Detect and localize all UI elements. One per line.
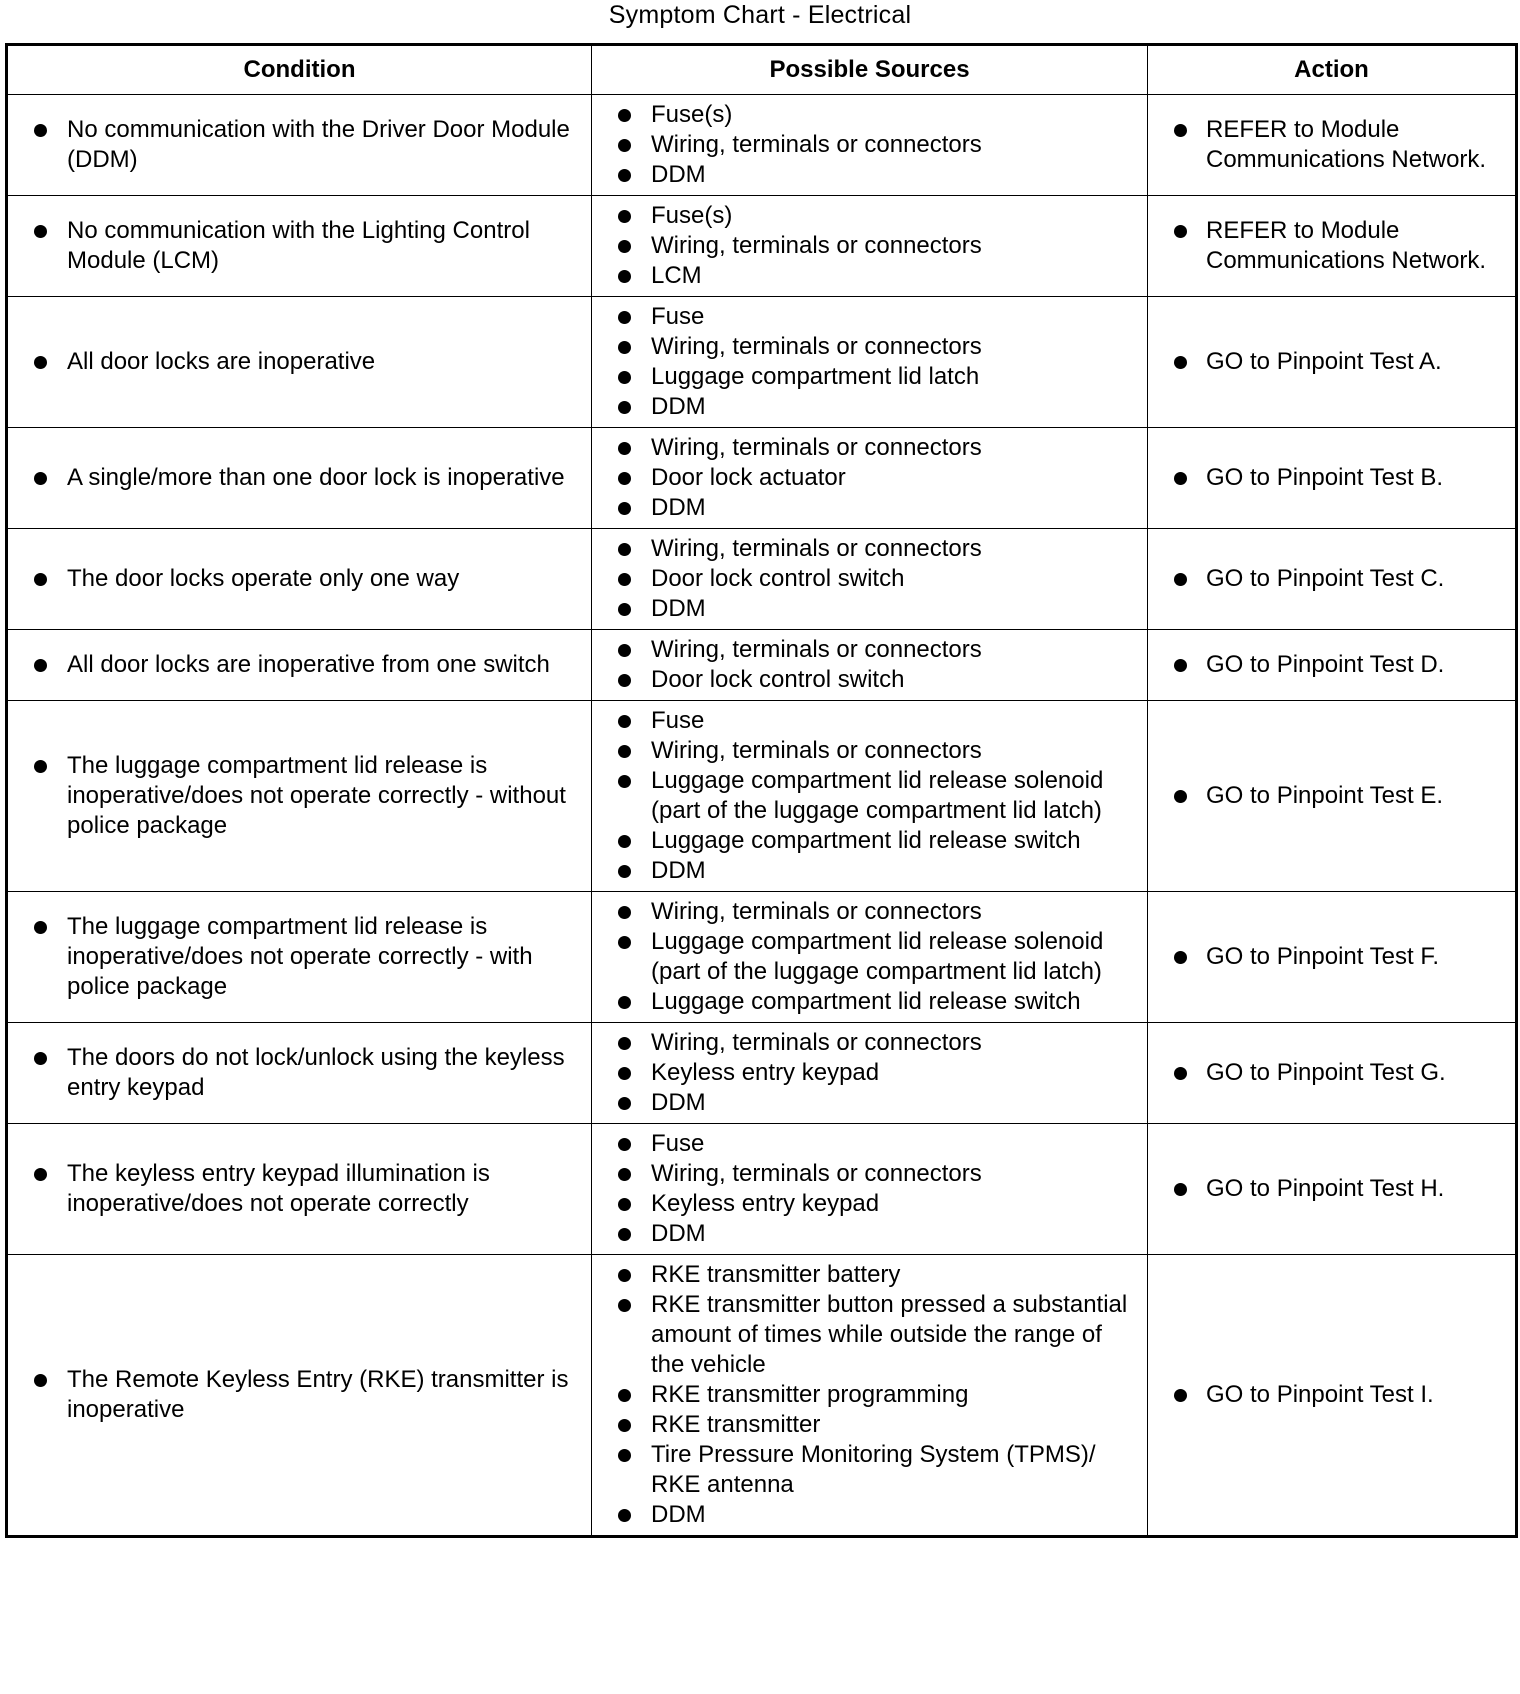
action-list [1148, 216, 1515, 276]
possible-source-item: Wiring, terminals or connectors [592, 736, 1147, 766]
possible-source-item: DDM [592, 392, 1147, 422]
condition-list [8, 1159, 591, 1219]
action-list [1148, 942, 1515, 972]
possible-source-item: Luggage compartment lid latch [592, 362, 1147, 392]
action-cell [1148, 1124, 1517, 1255]
possible-sources-cell [592, 196, 1148, 297]
condition-cell [7, 1255, 592, 1537]
table-body [7, 95, 1517, 1537]
condition-text: All door locks are inoperative [8, 347, 591, 377]
action-text: GO to Pinpoint Test A. [1148, 347, 1515, 377]
action-text: GO to Pinpoint Test C. [1148, 564, 1515, 594]
header-row [7, 45, 1517, 95]
action-list [1148, 781, 1515, 811]
possible-source-item: RKE transmitter button pressed a substantial amount of times while outside the range of the vehicle [592, 1290, 1147, 1380]
possible-source-item: DDM [592, 160, 1147, 190]
possible-source-item: Fuse [592, 302, 1147, 332]
possible-sources-cell [592, 892, 1148, 1023]
condition-text: A single/more than one door lock is inoperative [8, 463, 591, 493]
condition-list [8, 115, 591, 175]
possible-sources-list [592, 100, 1147, 190]
possible-sources-cell [592, 630, 1148, 701]
condition-text: No communication with the Lighting Control Module (LCM) [8, 216, 591, 276]
action-text: REFER to Module Communications Network. [1148, 115, 1515, 175]
action-text: GO to Pinpoint Test E. [1148, 781, 1515, 811]
condition-cell [7, 196, 592, 297]
possible-sources-list [592, 706, 1147, 886]
possible-sources-list [592, 1129, 1147, 1249]
possible-source-item: Keyless entry keypad [592, 1058, 1147, 1088]
action-list [1148, 347, 1515, 377]
condition-cell [7, 630, 592, 701]
possible-sources-list [592, 897, 1147, 1017]
condition-cell [7, 1023, 592, 1124]
action-list [1148, 1174, 1515, 1204]
action-text: GO to Pinpoint Test G. [1148, 1058, 1515, 1088]
action-cell [1148, 701, 1517, 892]
action-list [1148, 463, 1515, 493]
header-possible-sources: Possible Sources [592, 45, 1148, 95]
possible-source-item: Luggage compartment lid release switch [592, 826, 1147, 856]
possible-source-item: DDM [592, 1219, 1147, 1249]
possible-sources-cell [592, 297, 1148, 428]
possible-source-item: Keyless entry keypad [592, 1189, 1147, 1219]
condition-cell [7, 529, 592, 630]
possible-source-item: Fuse [592, 1129, 1147, 1159]
page-title: Symptom Chart - Electrical [608, 1, 912, 29]
possible-source-item: Door lock control switch [592, 564, 1147, 594]
condition-list [8, 1043, 591, 1103]
condition-cell [7, 892, 592, 1023]
condition-list [8, 564, 591, 594]
possible-sources-list [592, 433, 1147, 523]
possible-source-item: Wiring, terminals or connectors [592, 635, 1147, 665]
condition-list [8, 347, 591, 377]
possible-source-item: Luggage compartment lid release switch [592, 987, 1147, 1017]
action-cell [1148, 1023, 1517, 1124]
possible-source-item: Door lock actuator [592, 463, 1147, 493]
possible-source-item: RKE transmitter battery [592, 1260, 1147, 1290]
symptom-table [5, 43, 1518, 1538]
action-text: GO to Pinpoint Test H. [1148, 1174, 1515, 1204]
action-list [1148, 1058, 1515, 1088]
possible-source-item: Door lock control switch [592, 665, 1147, 695]
condition-text: The doors do not lock/unlock using the keyless entry keypad [8, 1043, 591, 1103]
possible-sources-list [592, 201, 1147, 291]
action-text: GO to Pinpoint Test B. [1148, 463, 1515, 493]
possible-source-item: RKE transmitter programming [592, 1380, 1147, 1410]
possible-source-item: DDM [592, 594, 1147, 624]
condition-list [8, 912, 591, 1002]
action-text: GO to Pinpoint Test D. [1148, 650, 1515, 680]
possible-sources-list [592, 1028, 1147, 1118]
condition-list [8, 216, 591, 276]
possible-source-item: RKE transmitter [592, 1410, 1147, 1440]
possible-sources-cell [592, 1023, 1148, 1124]
possible-source-item: Wiring, terminals or connectors [592, 130, 1147, 160]
possible-source-item: DDM [592, 1088, 1147, 1118]
action-cell [1148, 892, 1517, 1023]
action-cell [1148, 1255, 1517, 1537]
table-row [7, 95, 1517, 196]
action-cell [1148, 630, 1517, 701]
condition-text: The luggage compartment lid release is inoperative/does not operate correctly - with police package [8, 912, 591, 1002]
possible-source-item: Wiring, terminals or connectors [592, 231, 1147, 261]
possible-source-item: DDM [592, 1500, 1147, 1530]
condition-list [8, 751, 591, 841]
action-list [1148, 650, 1515, 680]
possible-source-item: Wiring, terminals or connectors [592, 1028, 1147, 1058]
header-action: Action [1148, 45, 1517, 95]
table-row [7, 1255, 1517, 1537]
action-cell [1148, 297, 1517, 428]
condition-text: The luggage compartment lid release is inoperative/does not operate correctly - without police package [8, 751, 591, 841]
possible-sources-list [592, 635, 1147, 695]
possible-source-item: Luggage compartment lid release solenoid (part of the luggage compartment lid latch) [592, 766, 1147, 826]
possible-source-item: Wiring, terminals or connectors [592, 332, 1147, 362]
possible-sources-cell [592, 529, 1148, 630]
possible-source-item: Luggage compartment lid release solenoid (part of the luggage compartment lid latch) [592, 927, 1147, 987]
action-text: REFER to Module Communications Network. [1148, 216, 1515, 276]
condition-text: No communication with the Driver Door Module (DDM) [8, 115, 591, 175]
condition-text: The keyless entry keypad illumination is inoperative/does not operate correctly [8, 1159, 591, 1219]
possible-sources-cell [592, 1124, 1148, 1255]
possible-source-item: Fuse [592, 706, 1147, 736]
action-text: GO to Pinpoint Test I. [1148, 1380, 1515, 1410]
table-row [7, 630, 1517, 701]
condition-cell [7, 701, 592, 892]
possible-source-item: Wiring, terminals or connectors [592, 534, 1147, 564]
condition-list [8, 463, 591, 493]
condition-cell [7, 1124, 592, 1255]
condition-list [8, 1365, 591, 1425]
table-row [7, 196, 1517, 297]
condition-text: The Remote Keyless Entry (RKE) transmitter is inoperative [8, 1365, 591, 1425]
table-row [7, 529, 1517, 630]
condition-list [8, 650, 591, 680]
possible-source-item: Fuse(s) [592, 100, 1147, 130]
possible-sources-cell [592, 428, 1148, 529]
action-cell [1148, 428, 1517, 529]
table-row [7, 1124, 1517, 1255]
possible-sources-list [592, 1260, 1147, 1530]
table-row [7, 701, 1517, 892]
header-condition: Condition [7, 45, 592, 95]
action-list [1148, 115, 1515, 175]
possible-source-item: DDM [592, 856, 1147, 886]
possible-source-item: Tire Pressure Monitoring System (TPMS)/ RKE antenna [592, 1440, 1147, 1500]
possible-source-item: Wiring, terminals or connectors [592, 433, 1147, 463]
possible-sources-list [592, 302, 1147, 422]
table-row [7, 428, 1517, 529]
action-list [1148, 564, 1515, 594]
condition-cell [7, 297, 592, 428]
condition-text: All door locks are inoperative from one switch [8, 650, 591, 680]
possible-source-item: LCM [592, 261, 1147, 291]
possible-sources-cell [592, 95, 1148, 196]
possible-source-item: DDM [592, 493, 1147, 523]
condition-cell [7, 95, 592, 196]
possible-source-item: Wiring, terminals or connectors [592, 1159, 1147, 1189]
table-row [7, 892, 1517, 1023]
action-list [1148, 1380, 1515, 1410]
possible-source-item: Fuse(s) [592, 201, 1147, 231]
condition-text: The door locks operate only one way [8, 564, 591, 594]
action-cell [1148, 196, 1517, 297]
possible-source-item: Wiring, terminals or connectors [592, 897, 1147, 927]
possible-sources-cell [592, 701, 1148, 892]
table-row [7, 297, 1517, 428]
action-cell [1148, 95, 1517, 196]
condition-cell [7, 428, 592, 529]
action-text: GO to Pinpoint Test F. [1148, 942, 1515, 972]
table-row [7, 1023, 1517, 1124]
possible-sources-list [592, 534, 1147, 624]
action-cell [1148, 529, 1517, 630]
possible-sources-cell [592, 1255, 1148, 1537]
